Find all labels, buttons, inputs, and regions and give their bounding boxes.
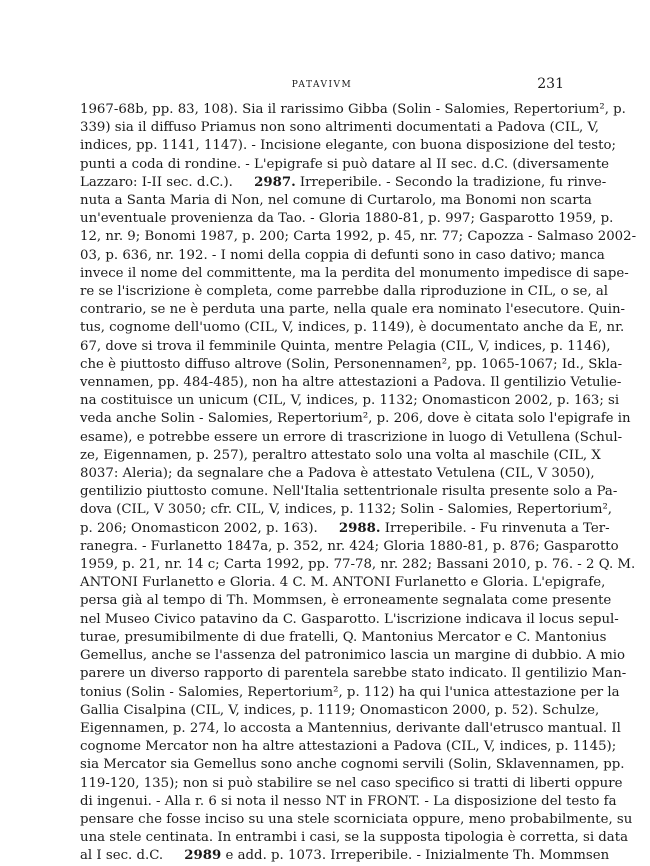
text-line: tus, cognome dell'uomo (CIL, V, indices, p. 1149), è documentato anche da E, nr.	[80, 320, 625, 336]
entry-number: 2989	[184, 848, 222, 864]
text-line: contrario, se ne è perduta una parte, nella quale era nominato l'esecutore. Quin-	[80, 302, 626, 318]
text-line: punti a coda di rondine. - L'epigrafe si può datare al II sec. d.C. (diversamente	[80, 156, 610, 172]
text-line: 1959, p. 21, nr. 14 c; Carta 1992, pp. 77-78, nr. 282; Bassani 2010, p. 76. - 2 Q. M.	[80, 557, 636, 573]
text-line: re se l'iscrizione è completa, come parrebbe dalla riproduzione in CIL, o se, al	[80, 284, 609, 300]
text-line: 67, dove si trova il femminile Quinta, mentre Pelagia (CIL, V, indices, p. 1146),	[80, 338, 611, 354]
text-line: 12, nr. 9; Bonomi 1987, p. 200; Carta 1992, p. 45, nr. 77; Capozza - Salmaso 2002-	[80, 229, 637, 245]
text-line	[80, 520, 610, 538]
text-line: un'eventuale provenienza da Tao. - Gloria 1880-81, p. 997; Gasparotto 1959, p.	[80, 211, 614, 227]
text-line: vennamen, pp. 484-485), non ha altre attestazioni a Padova. Il gentilizio Vetulie-	[80, 375, 622, 391]
text-line: sia Mercator sia Gemellus sono anche cognomi servili (Solin, Sklavennamen, pp.	[80, 757, 625, 773]
text-line: esame), e potrebbe essere un errore di trascrizione in luogo di Vetullena (Schul-	[80, 429, 623, 445]
text-line: Eigennamen, p. 274, lo accosta a Mantennius, derivante dall'etrusco mantual. Il	[80, 720, 621, 736]
text-line: na costituisce un unicum (CIL, V, indices, p. 1132; Onomasticon 2002, p. 163; si	[80, 393, 620, 409]
text-line: di ingenui. - Alla r. 6 si nota il nesso NT in FRONT. - La disposizione del testo fa	[80, 793, 617, 809]
page-number: 231	[537, 76, 564, 92]
running-title: PATAVIVM	[291, 80, 353, 90]
text-line: ANTONI Furlanetto e Gloria. 4 C. M. ANTONI Furlanetto e Gloria. L'epigrafe,	[80, 575, 606, 591]
text-line: parere un diverso rapporto di parentela sarebbe stato indicato. Il gentilizio Man-	[80, 666, 627, 682]
text-segment: e add. p. 1073. Irreperibile. - Inizialmente Th. Mommsen	[221, 848, 610, 864]
text-line: invece il nome del committente, ma la perdita del monumento impedisce di sape-	[80, 265, 629, 281]
text-line: pensare che fosse inciso su una stele scorniciata oppure, meno probabilmente, su	[80, 811, 633, 827]
text-line: ze, Eigennamen, p. 257), peraltro attestato solo una volta al maschile (CIL, X	[80, 447, 601, 463]
text-line: veda anche Solin - Salomies, Repertorium², p. 206, dove è citata solo l'epigrafe in	[80, 411, 631, 427]
text-line: 1967-68b, pp. 83, 108). Sia il rarissimo Gibba (Solin - Salomies, Repertorium², p.	[80, 102, 626, 117]
text-segment: Lazzaro: I-II sec. d.C.).	[80, 174, 255, 190]
text-segment: Irreperibile. - Secondo la tradizione, fu rinve-	[295, 174, 607, 190]
text-line: cognome Mercator non ha altre attestazioni a Padova (CIL, V, indices, p. 1145);	[80, 739, 617, 755]
text-line	[80, 174, 607, 192]
text-segment: al I sec. d.C.	[80, 848, 185, 864]
text-line: che è piuttosto diffuso altrove (Solin, Personennamen², pp. 1065-1067; Id., Skla-	[80, 356, 623, 372]
text-line: 119-120, 135); non si può stabilire se nel caso specifico si tratti di liberti oppure	[80, 775, 623, 791]
text-segment: Irreperibile. - Fu rinvenuta a Ter-	[380, 520, 610, 536]
text-line	[80, 847, 610, 865]
text-line: indices, pp. 1141, 1147). - Incisione elegante, con buona disposizione del testo;	[80, 138, 616, 154]
page-header	[80, 76, 564, 96]
text-line: 339) sia il diffuso Priamus non sono altrimenti documentati a Padova (CIL, V,	[80, 120, 599, 136]
entry-number: 2988.	[338, 520, 381, 536]
text-line: ranegra. - Furlanetto 1847a, p. 352, nr. 424; Gloria 1880-81, p. 876; Gasparotto	[80, 538, 619, 554]
text-line: dova (CIL, V 3050; cfr. CIL, V, indices, p. 1132; Solin - Salomies, Repertorium²,	[80, 502, 613, 518]
entry-number: 2987.	[254, 174, 296, 190]
text-line: Gallia Cisalpina (CIL, V, indices, p. 1119; Onomasticon 2000, p. 52). Schulze,	[80, 702, 600, 718]
body-text	[80, 101, 637, 866]
text-line: tonius (Solin - Salomies, Repertorium², p. 112) ha qui l'unica attestazione per la	[80, 684, 620, 700]
text-line: turae, presumibilmente di due fratelli, Q. Mantonius Mercator e C. Mantonius	[80, 629, 607, 645]
text-line: 8037: Aleria); da segnalare che a Padova è attestato Vetulena (CIL, V 3050),	[80, 466, 595, 482]
text-line: persa già al tempo di Th. Mommsen, è erroneamente segnalata come presente	[80, 593, 612, 609]
text-line: una stele centinata. In entrambi i casi, se la supposta tipologia è corretta, si data	[80, 830, 629, 846]
text-line: nel Museo Civico patavino da C. Gasparotto. L'iscrizione indicava il locus sepul-	[80, 611, 619, 627]
text-line: gentilizio piuttosto comune. Nell'Italia settentrionale risulta presente solo a Pa-	[80, 484, 618, 500]
text-line: Gemellus, anche se l'assenza del patronimico lascia un margine di dubbio. A mio	[80, 648, 626, 664]
text-line: 03, p. 636, nr. 192. - I nomi della coppia di defunti sono in caso dativo; manca	[80, 247, 605, 263]
text-line: nuta a Santa Maria di Non, nel comune di Curtarolo, ma Bonomi non scarta	[80, 193, 592, 209]
text-segment: p. 206; Onomasticon 2002, p. 163).	[80, 520, 339, 536]
